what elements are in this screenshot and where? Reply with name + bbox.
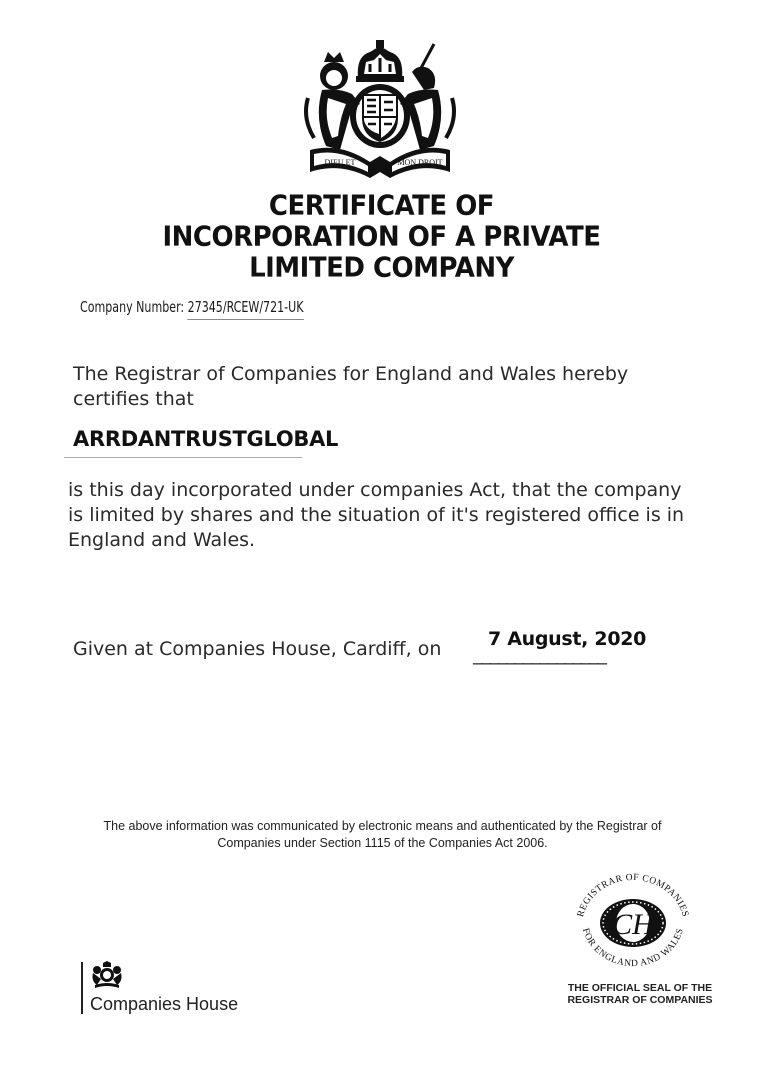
- company-number-label: Company Number:: [80, 298, 188, 316]
- given-at-text: Given at Companies House, Cardiff, on: [73, 638, 442, 660]
- logo-divider: [81, 962, 83, 1014]
- motto-right: MON DROIT: [397, 158, 443, 167]
- seal-ring-top: REGISTRAR OF COMPANIES: [576, 872, 690, 919]
- companies-house-logo-text: Companies House: [90, 994, 239, 1014]
- seal-caption-line-1: THE OFFICIAL SEAL OF THE: [567, 982, 713, 994]
- certification-intro: The Registrar of Companies for England and Wales hereby certifies that: [73, 363, 629, 410]
- companies-house-crest-icon: [91, 961, 123, 989]
- seal-caption-line-2: REGISTRAR OF COMPANIES: [567, 994, 713, 1006]
- incorporation-date: 7 August, 2020: [488, 628, 647, 650]
- company-number: [80, 298, 304, 320]
- company-name: ARRDANTRUSTGLOBAL: [73, 427, 339, 451]
- seal-caption: [560, 982, 720, 1006]
- royal-coat-of-arms-icon: [300, 38, 460, 180]
- title-line-1: CERTIFICATE OF: [268, 190, 495, 222]
- authentication-notice: The above information was communicated by electronic means and authenticated by the Registrar of Companies under Section 1115 of the Companies Act 2006.: [103, 819, 662, 850]
- seal-monogram: CH: [612, 908, 654, 941]
- title-line-3: LIMITED COMPANY: [249, 252, 514, 284]
- title-line-2: INCORPORATION OF A PRIVATE: [162, 221, 601, 253]
- company-number-value: 27345/RCEW/721-UK: [188, 298, 304, 320]
- date-blank-line: ________________: [473, 643, 606, 665]
- seal-ring-bottom: FOR ENGLAND AND WALES: [580, 927, 686, 970]
- official-seal-icon: [568, 868, 698, 978]
- motto-left: DIEU ET: [324, 158, 356, 167]
- company-name-underline: [64, 457, 302, 458]
- certification-statement: is this day incorporated under companies Act, that the company is limited by shares and the situation of it's registered office is in England and Wales.: [68, 479, 685, 551]
